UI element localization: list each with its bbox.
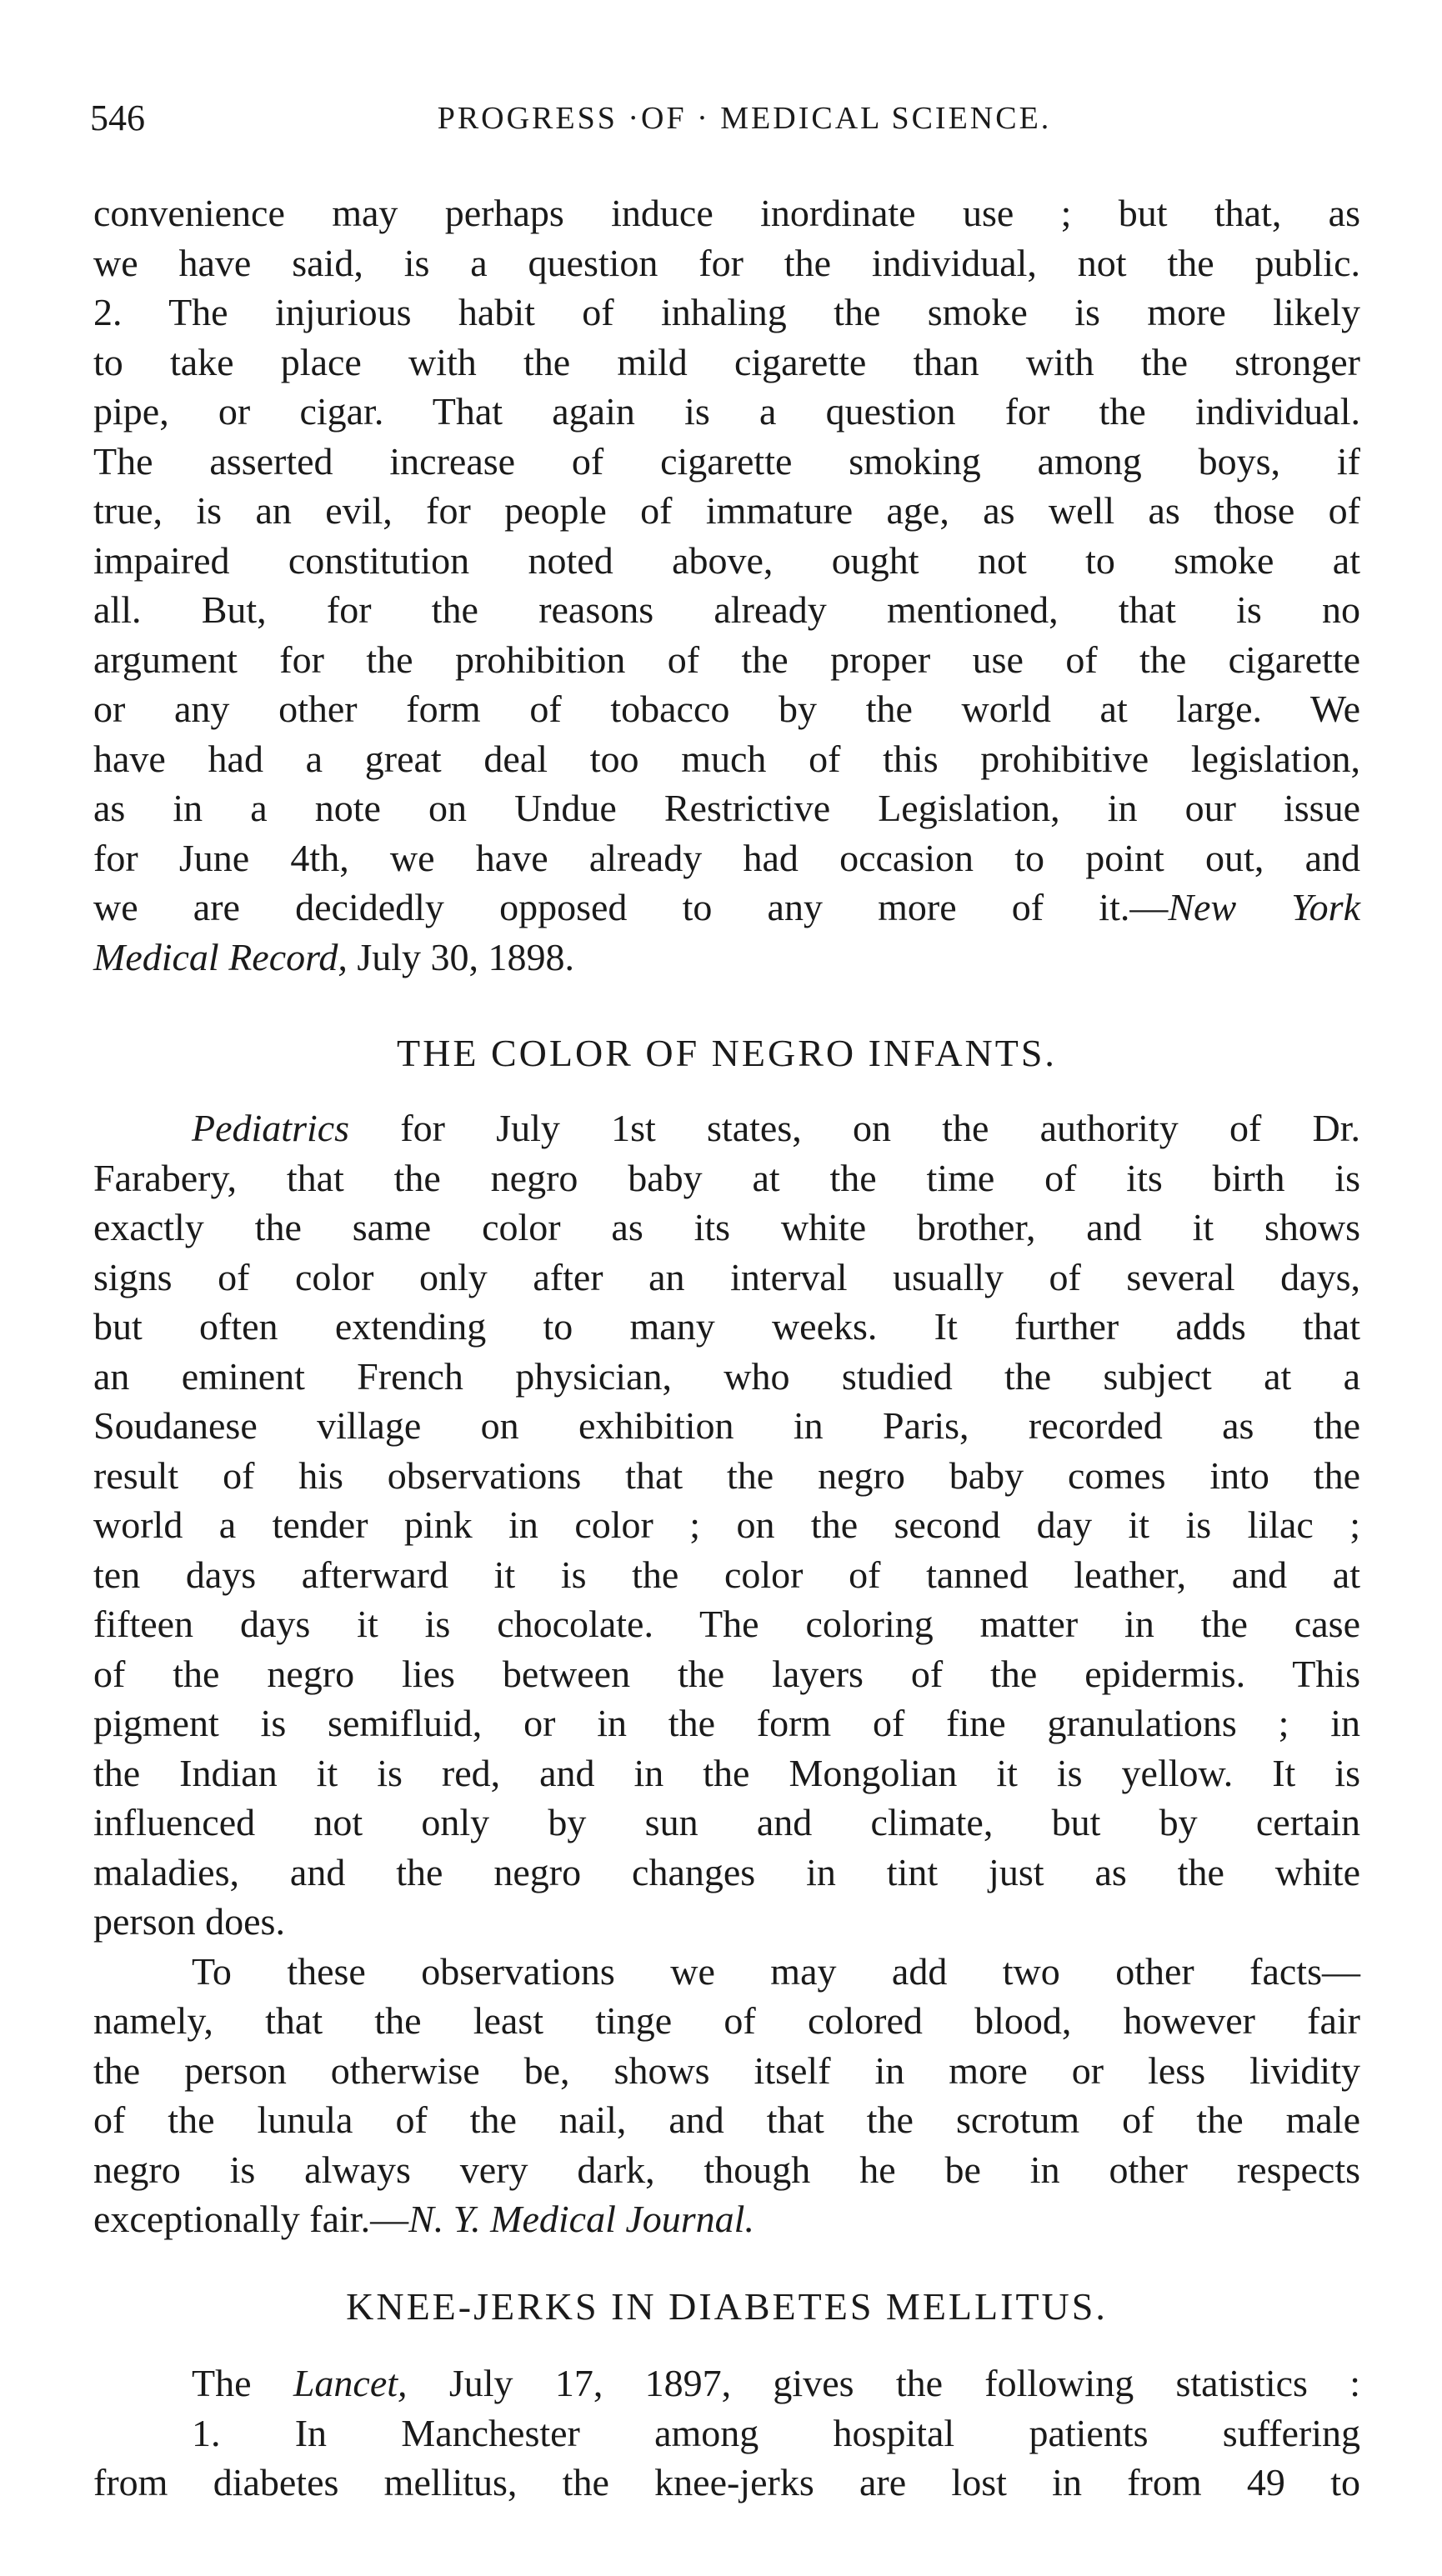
text-line: person does. (93, 1900, 285, 1943)
text-line: impaired constitution noted above, ought not to smoke at (93, 538, 1360, 582)
text-line: maladies, and the negro changes in tint just as the white (93, 1850, 1360, 1893)
journal-name: Lancet, (293, 2362, 408, 2404)
text-line: namely, that the least tinge of colored blood, however fair (93, 1999, 1360, 2042)
text-line: but often extending to many weeks. It further adds that (93, 1305, 1360, 1348)
source-citation: Medical Record, (93, 935, 348, 978)
intro-paragraph (93, 188, 1360, 982)
text-line: influenced not only by sun and climate, but by certain (93, 1801, 1360, 1843)
text-line: argument for the prohibition of the proper use of the cigarette (93, 638, 1360, 681)
running-title: PROGRESS ·OF · MEDICAL SCIENCE. (437, 101, 1052, 136)
text-line: an eminent French physician, who studied the subject at a (93, 1354, 1360, 1398)
text-run: we are decidedly opposed to any more of it.— (93, 886, 1169, 928)
text-line (93, 1103, 1360, 1153)
text-line: as in a note on Undue Restrictive Legislation, in our issue (93, 787, 1360, 829)
text-line: fifteen days it is chocolate. The coloring matter in the case (93, 1603, 1360, 1645)
text-line: Farabery, that the negro baby at the time of its birth is (93, 1156, 1360, 1199)
text-line (93, 933, 1360, 983)
text-line: we have said, is a question for the individual, not the public. (93, 241, 1360, 284)
text-line: convenience may perhaps induce inordinate use ; but that, as (93, 192, 1360, 234)
text-line: world a tender pink in color ; on the second day it is lilac ; (93, 1503, 1360, 1546)
text-line: all. But, for the reasons already mentioned, that is no (93, 588, 1360, 631)
citation-date: July 30, 1898. (347, 935, 575, 978)
text-line: to take place with the mild cigarette than with the stronger (93, 340, 1360, 383)
text-line: 2. The injurious habit of inhaling the smoke is more likely (93, 291, 1360, 333)
text-run: exceptionally fair.— (93, 2198, 409, 2240)
text-line: 1. In Manchester among hospital patients suffering (192, 2411, 1360, 2454)
text-line: for June 4th, we have already had occasion to point out, and (93, 836, 1360, 879)
text-line (93, 2358, 1360, 2408)
text-line: The asserted increase of cigarette smoking among boys, if (93, 439, 1360, 483)
text-line: signs of color only after an interval usually of several days, (93, 1255, 1360, 1298)
text-line: the Indian it is red, and in the Mongolian it is yellow. It is (93, 1751, 1360, 1794)
text-run: July 17, 1897, gives the following statistics : (407, 2362, 1361, 2404)
text-line: To these observations we may add two other facts— (192, 1949, 1360, 1993)
text-line: the person otherwise be, shows itself in more or less lividity (93, 2048, 1360, 2092)
text-line: negro is always very dark, though he be in other respects (93, 2148, 1360, 2191)
text-line: ten days afterward it is the color of tanned leather, and at (93, 1553, 1360, 1596)
text-line (93, 2194, 1360, 2244)
text-line: pigment is semifluid, or in the form of fine granulations ; in (93, 1702, 1360, 1744)
text-line: true, is an evil, for people of immature age, as well as those of (93, 489, 1360, 532)
running-head (90, 93, 1365, 143)
page-number: 546 (90, 98, 145, 138)
source-citation: New York (1168, 886, 1360, 928)
text-run: The (192, 2362, 293, 2404)
text-line: of the negro lies between the layers of the epidermis. This (93, 1652, 1360, 1695)
section2-body (93, 2358, 1360, 2508)
text-line (93, 883, 1360, 933)
text-line: have had a great deal too much of this prohibitive legislation, (93, 737, 1360, 780)
section1-body (93, 1103, 1360, 2244)
section-heading-color-negro-infants: THE COLOR OF NEGRO INFANTS. (397, 1032, 1057, 1074)
text-line: Soudanese village on exhibition in Paris, recorded as the (93, 1404, 1360, 1447)
journal-name: Pediatrics (192, 1107, 350, 1149)
text-line: of the lunula of the nail, and that the scrotum of the male (93, 2098, 1360, 2141)
text-run: for July 1st states, on the authority of Dr. (349, 1107, 1360, 1149)
section-heading-knee-jerks: KNEE-JERKS IN DIABETES MELLITUS. (346, 2285, 1108, 2328)
text-line: pipe, or cigar. That again is a question for the individual. (93, 390, 1360, 433)
source-citation: N. Y. Medical Journal. (408, 2198, 754, 2240)
text-line: or any other form of tobacco by the world at large. We (93, 688, 1360, 730)
text-line: exactly the same color as its white brother, and it shows (93, 1206, 1360, 1248)
text-line: from diabetes mellitus, the knee-jerks are lost in from 49 to (93, 2461, 1360, 2503)
text-line: result of his observations that the negro baby comes into the (93, 1453, 1360, 1497)
